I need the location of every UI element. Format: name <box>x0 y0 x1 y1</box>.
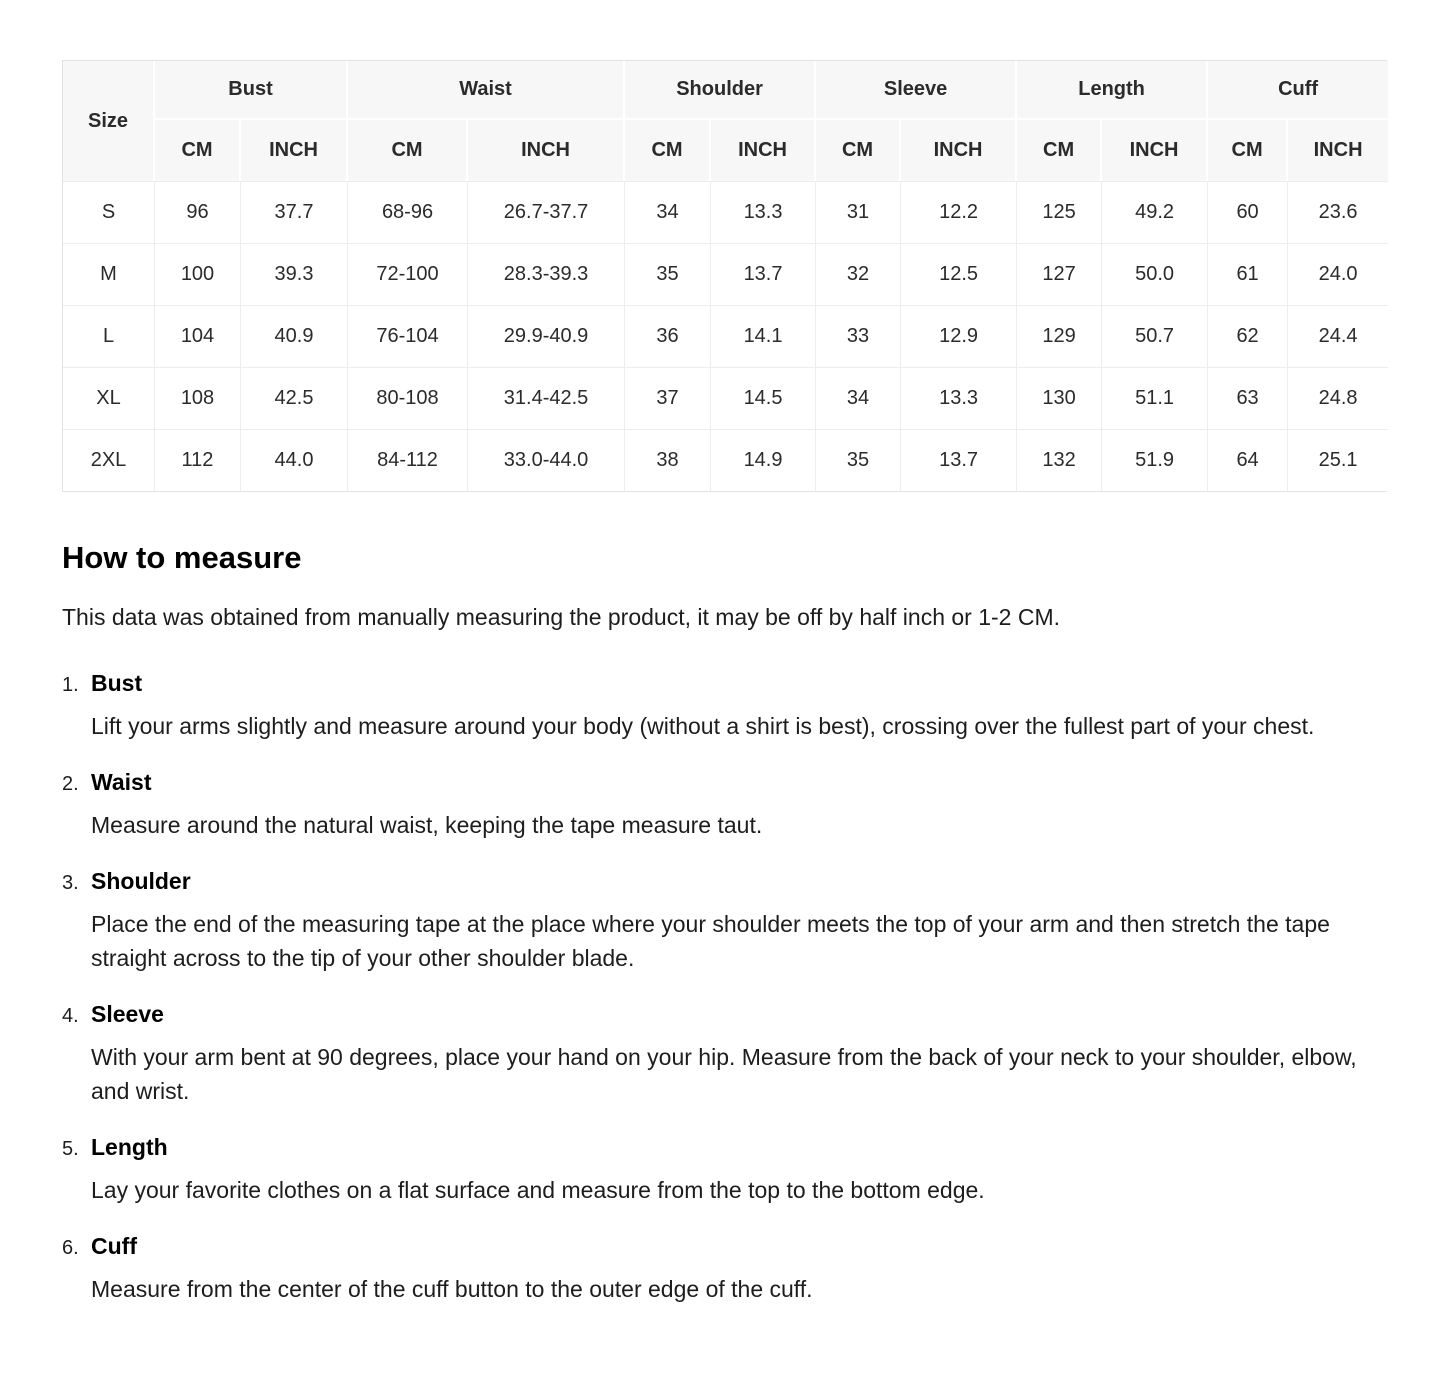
table-cell: 39.3 <box>241 243 348 305</box>
item-term: Cuff <box>91 1233 137 1259</box>
table-cell: 34 <box>816 367 901 429</box>
row-size-label: 2XL <box>63 429 155 491</box>
item-number: 6. <box>62 1237 79 1259</box>
unit-header-bust-inch: INCH <box>241 120 348 181</box>
table-cell: 80-108 <box>348 367 468 429</box>
column-group-header-sleeve: Sleeve <box>816 61 1017 120</box>
table-row-l <box>63 305 1388 367</box>
table-cell: 23.6 <box>1288 181 1388 243</box>
table-row-xl <box>63 367 1388 429</box>
table-cell: 96 <box>155 181 241 243</box>
measure-item-heading <box>62 868 1390 895</box>
table-cell: 84-112 <box>348 429 468 491</box>
table-cell: 32 <box>816 243 901 305</box>
table-header <box>63 61 1388 181</box>
row-size-label: M <box>63 243 155 305</box>
table-unit-header-row <box>63 120 1388 181</box>
measure-item-heading <box>62 1001 1390 1028</box>
table-cell: 31.4-42.5 <box>468 367 625 429</box>
table-cell: 61 <box>1208 243 1288 305</box>
measure-item-heading <box>62 1134 1390 1161</box>
unit-header-sleeve-cm: CM <box>816 120 901 181</box>
column-group-header-bust: Bust <box>155 61 348 120</box>
table-cell: 68-96 <box>348 181 468 243</box>
measure-item-heading <box>62 1233 1390 1260</box>
table-cell: 51.1 <box>1102 367 1208 429</box>
item-term: Bust <box>91 670 143 696</box>
table-cell: 125 <box>1017 181 1102 243</box>
table-cell: 49.2 <box>1102 181 1208 243</box>
measure-list <box>62 670 1390 1306</box>
item-number: 4. <box>62 1005 79 1027</box>
measure-item-bust <box>62 670 1390 743</box>
item-term: Length <box>91 1134 168 1160</box>
table-cell: 14.5 <box>711 367 816 429</box>
table-cell: 24.4 <box>1288 305 1388 367</box>
table-cell: 12.5 <box>901 243 1017 305</box>
table-cell: 24.8 <box>1288 367 1388 429</box>
table-cell: 37 <box>625 367 711 429</box>
table-body <box>63 181 1388 491</box>
measure-item-length <box>62 1134 1390 1207</box>
table-cell: 112 <box>155 429 241 491</box>
table-cell: 13.3 <box>711 181 816 243</box>
measure-item-shoulder <box>62 868 1390 975</box>
table-cell: 72-100 <box>348 243 468 305</box>
table-cell: 76-104 <box>348 305 468 367</box>
table-cell: 100 <box>155 243 241 305</box>
table-cell: 12.2 <box>901 181 1017 243</box>
item-description: Lay your favorite clothes on a flat surface and measure from the top to the bottom edge. <box>91 1177 985 1203</box>
table-cell: 14.1 <box>711 305 816 367</box>
table-cell: 38 <box>625 429 711 491</box>
item-description: Measure around the natural waist, keeping the tape measure taut. <box>91 812 763 838</box>
measure-item-sleeve <box>62 1001 1390 1108</box>
item-number: 1. <box>62 674 79 696</box>
item-number: 5. <box>62 1138 79 1160</box>
unit-header-shoulder-inch: INCH <box>711 120 816 181</box>
item-term: Shoulder <box>91 868 191 894</box>
item-description: Measure from the center of the cuff button to the outer edge of the cuff. <box>91 1276 813 1302</box>
unit-header-waist-cm: CM <box>348 120 468 181</box>
table-cell: 44.0 <box>241 429 348 491</box>
table-cell: 130 <box>1017 367 1102 429</box>
table-row-s <box>63 181 1388 243</box>
table-cell: 14.9 <box>711 429 816 491</box>
unit-header-length-inch: INCH <box>1102 120 1208 181</box>
item-description: Lift your arms slightly and measure around your body (without a shirt is best), crossing over the fullest part of your chest. <box>91 713 1315 739</box>
table-cell: 63 <box>1208 367 1288 429</box>
table-cell: 129 <box>1017 305 1102 367</box>
item-description: Place the end of the measuring tape at the place where your shoulder meets the top of your arm and then stretch the tape straight across to the tip of your other shoulder blade. <box>91 911 1330 971</box>
table-cell: 24.0 <box>1288 243 1388 305</box>
table-cell: 31 <box>816 181 901 243</box>
table-cell: 34 <box>625 181 711 243</box>
size-chart-table-container <box>62 60 1387 492</box>
section-title: How to measure <box>62 540 302 575</box>
column-group-header-cuff: Cuff <box>1208 61 1388 120</box>
unit-header-length-cm: CM <box>1017 120 1102 181</box>
item-number: 3. <box>62 872 79 894</box>
table-cell: 25.1 <box>1288 429 1388 491</box>
column-group-header-length: Length <box>1017 61 1208 120</box>
item-term: Sleeve <box>91 1001 164 1027</box>
column-group-header-waist: Waist <box>348 61 625 120</box>
table-cell: 33.0-44.0 <box>468 429 625 491</box>
table-cell: 104 <box>155 305 241 367</box>
size-guide-page <box>0 60 1445 1396</box>
measure-item-waist <box>62 769 1390 842</box>
table-cell: 132 <box>1017 429 1102 491</box>
unit-header-sleeve-inch: INCH <box>901 120 1017 181</box>
table-cell: 36 <box>625 305 711 367</box>
table-group-header-row <box>63 61 1388 120</box>
table-cell: 51.9 <box>1102 429 1208 491</box>
table-row-m <box>63 243 1388 305</box>
table-cell: 62 <box>1208 305 1288 367</box>
section-intro: This data was obtained from manually measuring the product, it may be off by half inch or 1-2 CM. <box>62 604 1061 630</box>
row-size-label: S <box>63 181 155 243</box>
unit-header-shoulder-cm: CM <box>625 120 711 181</box>
table-cell: 50.0 <box>1102 243 1208 305</box>
unit-header-waist-inch: INCH <box>468 120 625 181</box>
table-cell: 35 <box>816 429 901 491</box>
table-cell: 13.7 <box>711 243 816 305</box>
how-to-measure-section <box>62 540 1390 1366</box>
table-cell: 108 <box>155 367 241 429</box>
table-cell: 28.3-39.3 <box>468 243 625 305</box>
table-cell: 37.7 <box>241 181 348 243</box>
unit-header-cuff-cm: CM <box>1208 120 1288 181</box>
row-size-label: XL <box>63 367 155 429</box>
item-term: Waist <box>91 769 152 795</box>
measure-item-heading <box>62 670 1390 697</box>
item-description: With your arm bent at 90 degrees, place your hand on your hip. Measure from the back of your neck to your shoulder, elbow, and wrist. <box>91 1044 1357 1104</box>
table-cell: 13.3 <box>901 367 1017 429</box>
table-cell: 12.9 <box>901 305 1017 367</box>
table-cell: 64 <box>1208 429 1288 491</box>
measure-item-heading <box>62 769 1390 796</box>
column-group-header-shoulder: Shoulder <box>625 61 816 120</box>
table-cell: 35 <box>625 243 711 305</box>
table-cell: 50.7 <box>1102 305 1208 367</box>
table-cell: 29.9-40.9 <box>468 305 625 367</box>
table-cell: 40.9 <box>241 305 348 367</box>
row-size-label: L <box>63 305 155 367</box>
table-row-2xl <box>63 429 1388 491</box>
measure-item-cuff <box>62 1233 1390 1306</box>
unit-header-bust-cm: CM <box>155 120 241 181</box>
unit-header-cuff-inch: INCH <box>1288 120 1388 181</box>
table-cell: 26.7-37.7 <box>468 181 625 243</box>
table-cell: 13.7 <box>901 429 1017 491</box>
size-column-header: Size <box>63 61 155 181</box>
item-number: 2. <box>62 773 79 795</box>
table-cell: 33 <box>816 305 901 367</box>
table-cell: 42.5 <box>241 367 348 429</box>
table-cell: 127 <box>1017 243 1102 305</box>
table-cell: 60 <box>1208 181 1288 243</box>
size-chart-table <box>63 61 1388 491</box>
